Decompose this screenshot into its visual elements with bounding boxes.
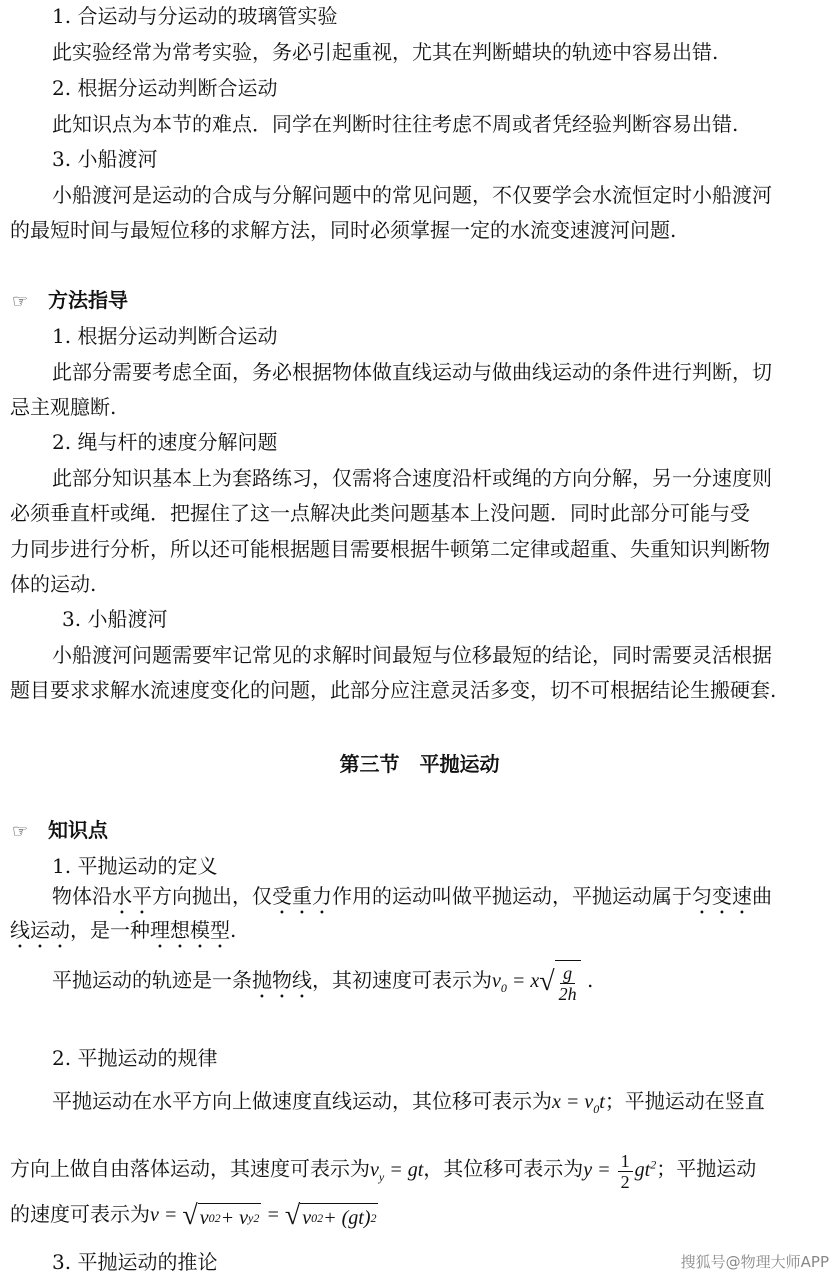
watermark: 搜狐号@物理大师APP	[680, 1253, 829, 1271]
emphasis-text: 线运动	[10, 918, 70, 942]
method-item-2-text-cont-2: 力同步进行分析，所以还可能根据题目需要根据牛顿第二定律或超重、失重知识判断物	[10, 537, 770, 561]
method-item-1-title: 1. 根据分运动判断合运动	[52, 324, 278, 348]
pointing-hand-icon: ☞	[12, 291, 29, 312]
knowledge-item-2-title: 2. 平抛运动的规律	[52, 1046, 218, 1070]
method-item-3-text: 小船渡河问题需要牢记常见的求解时间最短与位移最短的结论，同时需要灵活根据	[52, 643, 772, 667]
knowledge-item-2-text-cont-2: 的速度可表示为v = √ v 0 2 + v y 2 = √ v 0 2 + (gt) 2	[10, 1200, 377, 1232]
knowledge-item-2-text-cont: 方向上做自由落体运动，其速度可表示为$v_y$ = gt，其位移可表示为y = $\frac{1}{2}$ $gt^2$；平抛运动	[10, 1150, 757, 1192]
method-item-2-text: 此部分知识基本上为套路练习，仅需将合速度沿杆或绳的方向分解，另一分速度则	[52, 466, 772, 490]
displacement-formula-y: y = $\frac{1}{2}$ $gt^2$	[583, 1150, 657, 1192]
chapter-title: 第三节 平抛运动	[339, 752, 500, 776]
intro-item-1-title: 1. 合运动与分运动的玻璃管实验	[52, 4, 338, 28]
knowledge-item-1-text-cont: 线运动，是一种理想模型.	[10, 918, 237, 942]
intro-item-2-text: 此知识点为本节的难点．同学在判断时往往考虑不周或者凭经验判断容易出错.	[52, 112, 739, 136]
intro-item-2-title: 2. 根据分运动判断合运动	[52, 76, 278, 100]
method-heading	[12, 288, 128, 314]
displacement-formula-x: $x = v_0t$	[552, 1091, 605, 1116]
knowledge-item-2-text: 平抛运动在水平方向上做速度直线运动，其位移可表示为$x = v_0t$；平抛运动在竖直	[52, 1089, 765, 1116]
method-item-3-text-cont: 题目要求求解水流速度变化的问题，此部分应注意灵活多变，切不可根据结论生搬硬套.	[10, 678, 777, 702]
method-item-1-text: 此部分需要考虑全面，务必根据物体做直线运动与做曲线运动的条件进行判断，切	[52, 360, 772, 384]
initial-velocity-formula: $v_0 = x$ √ $\frac{g}{2h}$	[492, 970, 581, 992]
knowledge-heading-text: 知识点	[48, 818, 108, 842]
method-heading-text: 方法指导	[48, 288, 128, 312]
knowledge-trajectory-text: 平抛运动的轨迹是一条抛物线，其初速度可表示为$v_0 = x$ √ $\frac{g}{2h}$ .	[52, 958, 593, 1010]
knowledge-item-1-title: 1. 平抛运动的定义	[52, 854, 218, 878]
knowledge-heading	[12, 818, 108, 844]
knowledge-item-3-title: 3. 平抛运动的推论	[52, 1250, 218, 1274]
emphasis-text: 理想模型	[150, 918, 230, 942]
method-item-2-title: 2. 绳与杆的速度分解问题	[52, 430, 278, 454]
emphasis-text: 匀变速	[692, 884, 752, 908]
method-item-3-title: 3. 小船渡河	[62, 607, 168, 631]
velocity-formula-vy: $v_y$ = gt	[370, 1158, 424, 1184]
intro-item-3-text: 小船渡河是运动的合成与分解问题中的常见问题，不仅要学会水流恒定时小船渡河	[52, 183, 772, 207]
knowledge-item-1-text: 物体沿水平方向抛出，仅受重力作用的运动叫做平抛运动，平抛运动属于匀变速曲	[52, 884, 772, 908]
intro-item-3-title: 3. 小船渡河	[52, 147, 158, 171]
emphasis-text: 抛物线	[252, 968, 312, 992]
intro-item-1-text: 此实验经常为常考实验，务必引起重视，尤其在判断蜡块的轨迹中容易出错.	[52, 40, 719, 64]
pointing-hand-icon: ☞	[12, 821, 29, 842]
method-item-1-text-cont: 忌主观臆断.	[10, 395, 117, 419]
emphasis-text: 水平	[112, 884, 152, 908]
method-item-2-text-cont-1: 必须垂直杆或绳．把握住了这一点解决此类问题基本上没问题．同时此部分可能与受	[10, 501, 750, 525]
emphasis-text: 受重力	[272, 884, 332, 908]
method-item-2-text-cont-3: 体的运动.	[10, 572, 97, 596]
intro-item-3-text-cont: 的最短时间与最短位移的求解方法，同时必须掌握一定的水流变速渡河问题.	[10, 218, 677, 242]
velocity-formula-v: v = √ v 0 2 + v y 2 = √ v 0 2 + (gt) 2	[150, 1200, 377, 1232]
